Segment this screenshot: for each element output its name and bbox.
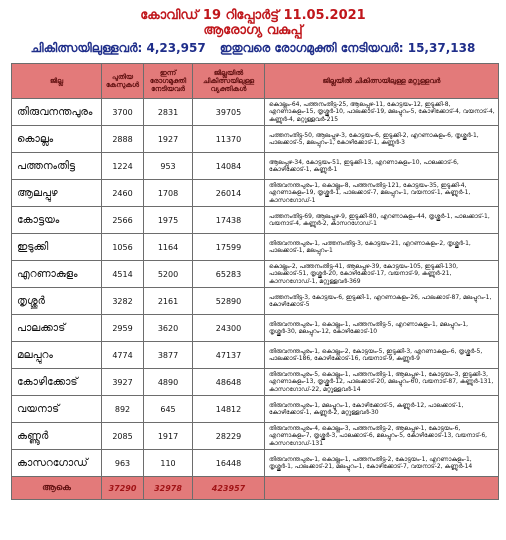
table-row [12, 99, 499, 126]
recovered-cell: 110 [144, 450, 193, 477]
district-name: ഇടുക്കി [12, 234, 102, 261]
recovered-cell: 3620 [144, 315, 193, 342]
active-cases-cell: 65283 [193, 261, 265, 288]
recovered-cell: 2831 [144, 99, 193, 126]
district-table [11, 63, 499, 500]
other-district-cases-cell: തിരുവനന്തപുരം-1, മലപ്പുറം-1, കോഴിക്കോട്-5, കണ്ണൂർ-12, പാലക്കാട്-1, കോഴിക്കോട്-1, കണ്ണൂർ-2, മറ്റുള്ളവർ-30 [265, 396, 499, 423]
recovered-cell: 953 [144, 153, 193, 180]
new-cases-cell: 2566 [102, 207, 144, 234]
new-cases-cell: 2959 [102, 315, 144, 342]
active-cases-cell: 52890 [193, 288, 265, 315]
total-recovered: 32978 [144, 477, 193, 500]
other-district-cases-cell: തിരുവനന്തപുരം-1, കൊല്ലം-1, പത്തനംതിട്ട-2, കോട്ടയം-1, എറണാകുളം-1, തൃശ്ശൂർ-1, പാലക്കാട്-21, മലപ്പുറം-1, കോഴിക്കോട്-7, വയനാട്-2, കണ്ണൂർ-14 [265, 450, 499, 477]
under-treatment-value: 4,23,957 [146, 41, 206, 55]
table-row [12, 315, 499, 342]
table-row [12, 180, 499, 207]
recovered-cell: 1917 [144, 423, 193, 450]
district-name: കോഴിക്കോട് [12, 369, 102, 396]
table-row [12, 288, 499, 315]
new-cases-cell: 963 [102, 450, 144, 477]
recovered-label: ഇതുവരെ രോഗമുക്തി നേടിയവർ: [219, 41, 404, 55]
recovered-cell: 1927 [144, 126, 193, 153]
recovered-cell: 2161 [144, 288, 193, 315]
table-row [12, 207, 499, 234]
report-title: കോവിഡ് 19 റിപ്പോർട്ട് 11.05.2021 [140, 8, 366, 23]
new-cases-cell: 1224 [102, 153, 144, 180]
other-district-cases-cell: തിരുവനന്തപുരം-5, കൊല്ലം-1, പത്തനംതിട്ട-1, ആലപ്പുഴ-1, കോട്ടയം-3, ഇടുക്കി-3, എറണാകുളം-13, തൃശ്ശൂർ-12, പാലക്കാട്-20, മലപ്പുറം-60, വയനാട്-87, കണ്ണൂർ-131, കാസറഗോഡ്-22, മറ്റുള്ളവർ-14 [265, 369, 499, 396]
district-name: മലപ്പുറം [12, 342, 102, 369]
table-row [12, 126, 499, 153]
table-row [12, 450, 499, 477]
column-header-district: ജില്ല [12, 64, 102, 99]
active-cases-cell: 16448 [193, 450, 265, 477]
district-name: പത്തനംതിട്ട [12, 153, 102, 180]
table-header-row [12, 64, 499, 99]
active-cases-cell: 17599 [193, 234, 265, 261]
recovered-cell: 4890 [144, 369, 193, 396]
active-cases-cell: 39705 [193, 99, 265, 126]
recovered-cell: 1975 [144, 207, 193, 234]
recovered-cell: 645 [144, 396, 193, 423]
other-district-cases-cell: തിരുവനന്തപുരം-1, കൊല്ലം-2, കോട്ടയം-5, ഇടുക്കി-3, എറണാകുളം-6, തൃശ്ശൂർ-5, പാലക്കാട്-186, കോഴിക്കോട്-16, വയനാട്-9, കണ്ണൂർ-9 [265, 342, 499, 369]
recovered-cell: 1164 [144, 234, 193, 261]
other-district-cases-cell: പത്തനംതിട്ട-3, കോട്ടയം-6, ഇടുക്കി-1, എറണാകുളം-26, പാലക്കാട്-87, മലപ്പുറം-1, കോഴിക്കോട്-5 [265, 288, 499, 315]
district-name: വയനാട് [12, 396, 102, 423]
total-label: ആകെ [12, 477, 102, 500]
active-cases-cell: 24300 [193, 315, 265, 342]
other-district-cases-cell: കൊല്ലം-2, പത്തനംതിട്ട-41, ആലപ്പുഴ-39, കോട്ടയം-105, ഇടുക്കി-130, പാലക്കാട്-51, തൃശ്ശൂർ-20, കോഴിക്കോട്-17, വയനാട്-9, കണ്ണൂർ-21, കാസറഗോഡ്-1, മറ്റുള്ളവർ-369 [265, 261, 499, 288]
district-name: തിരുവനന്തപുരം [12, 99, 102, 126]
under-treatment-label: ചികിത്സയിലുള്ളവർ: [30, 41, 143, 55]
total-new-cases: 37290 [102, 477, 144, 500]
column-header-new-cases: പുതിയ കേസുകൾ [102, 64, 144, 99]
table-row [12, 396, 499, 423]
active-cases-cell: 47137 [193, 342, 265, 369]
active-cases-cell: 11370 [193, 126, 265, 153]
active-cases-cell: 14084 [193, 153, 265, 180]
district-name: കണ്ണൂർ [12, 423, 102, 450]
new-cases-cell: 1056 [102, 234, 144, 261]
new-cases-cell: 3700 [102, 99, 144, 126]
column-header-other-district-cases: ജില്ലയിൽ ചികിത്സയിലുള്ള മറ്റുള്ളവർ [265, 64, 499, 99]
table-row [12, 369, 499, 396]
new-cases-cell: 4774 [102, 342, 144, 369]
active-cases-cell: 48648 [193, 369, 265, 396]
total-empty-cell [265, 477, 499, 500]
new-cases-cell: 4514 [102, 261, 144, 288]
table-row [12, 261, 499, 288]
other-district-cases-cell: പത്തനംതിട്ട-69, ആലപ്പുഴ-9, ഇടുക്കി-80, എറണാകുളം-44, തൃശ്ശൂർ-1, പാലക്കാട്-1, വയനാട്-4, കണ്ണൂർ-2, കാസറഗോഡ്-1 [265, 207, 499, 234]
recovered-cell: 1708 [144, 180, 193, 207]
new-cases-cell: 892 [102, 396, 144, 423]
recovered-value: 15,37,138 [407, 41, 476, 55]
new-cases-cell: 3927 [102, 369, 144, 396]
total-active: 423957 [193, 477, 265, 500]
new-cases-cell: 2085 [102, 423, 144, 450]
active-cases-cell: 28229 [193, 423, 265, 450]
total-row [12, 477, 499, 500]
other-district-cases-cell: തിരുവനന്തപുരം-1, കൊല്ലം-8, പത്തനംതിട്ട-121, കോട്ടയം-35, ഇടുക്കി-4, എറണാകുളം-19, തൃശ്ശൂർ-1, പാലക്കാട്-7, മലപ്പുറം-1, വയനാട്-1, കണ്ണൂർ-1, കാസറഗോഡ്-1 [265, 180, 499, 207]
other-district-cases-cell: തിരുവനന്തപുരം-4, കൊല്ലം-3, പത്തനംതിട്ട-2, ആലപ്പുഴ-1, കോട്ടയം-6, എറണാകുളം-7, തൃശ്ശൂർ-3, പാലക്കാട്-6, മലപ്പുറം-5, കോഴിക്കോട്-13, വയനാട്-6, കാസറഗോഡ്-131 [265, 423, 499, 450]
summary-stats [0, 41, 506, 55]
recovered-cell: 5200 [144, 261, 193, 288]
district-name: എറണാകുളം [12, 261, 102, 288]
other-district-cases-cell: തിരുവനന്തപുരം-1, പത്തനംതിട്ട-3, കോട്ടയം-21, എറണാകുളം-2, തൃശ്ശൂർ-1, പാലക്കാട്-1, മലപ്പുറം-1 [265, 234, 499, 261]
new-cases-cell: 2888 [102, 126, 144, 153]
new-cases-cell: 2460 [102, 180, 144, 207]
district-name: പാലക്കാട് [12, 315, 102, 342]
district-name: കോട്ടയം [12, 207, 102, 234]
other-district-cases-cell: ആലപ്പുഴ-34, കോട്ടയം-51, ഇടുക്കി-13, എറണാകുളം-10, പാലക്കാട്-6, കോഴിക്കോട്-1, കണ്ണൂർ-1 [265, 153, 499, 180]
table-row [12, 423, 499, 450]
active-cases-cell: 14812 [193, 396, 265, 423]
district-name: കൊല്ലം [12, 126, 102, 153]
district-name: തൃശ്ശൂർ [12, 288, 102, 315]
active-cases-cell: 17438 [193, 207, 265, 234]
active-cases-cell: 26014 [193, 180, 265, 207]
table-row [12, 234, 499, 261]
recovered-cell: 3877 [144, 342, 193, 369]
other-district-cases-cell: കൊല്ലം-64, പത്തനംതിട്ട-25, ആലപ്പുഴ-11, കോട്ടയം-12, ഇടുക്കി-8, എറണാകുളം-15, തൃശ്ശൂർ-10, പാലക്കാട്-19, മലപ്പുറം-5, കോഴിക്കോട്-4, വയനാട്-4, കണ്ണൂർ-4, മറ്റുള്ളവർ-215 [265, 99, 499, 126]
new-cases-cell: 3282 [102, 288, 144, 315]
column-header-active-cases: ജില്ലയിൽ ചികിത്സയിലുള്ള വ്യക്തികൾ [193, 64, 265, 99]
department-name: ആരോഗ്യ വകുപ്പ് [203, 23, 303, 38]
table-row [12, 153, 499, 180]
district-name: കാസറഗോഡ് [12, 450, 102, 477]
other-district-cases-cell: പത്തനംതിട്ട-50, ആലപ്പുഴ-3, കോട്ടയം-6, ഇടുക്കി-2, എറണാകുളം-6, തൃശ്ശൂർ-1, പാലക്കാട്-5, മലപ്പുറം-1, കോഴിക്കോട്-1, കണ്ണൂർ-3 [265, 126, 499, 153]
district-name: ആലപ്പുഴ [12, 180, 102, 207]
column-header-recovered-today: ഇന്ന് രോഗമുക്തി നേടിയവർ [144, 64, 193, 99]
other-district-cases-cell: തിരുവനന്തപുരം-1, കൊല്ലം-1, പത്തനംതിട്ട-5, എറണാകുളം-1, മലപ്പുറം-1, തൃശ്ശൂർ-30, മലപ്പുറം-12, കോഴിക്കോട്-10 [265, 315, 499, 342]
table-row [12, 342, 499, 369]
